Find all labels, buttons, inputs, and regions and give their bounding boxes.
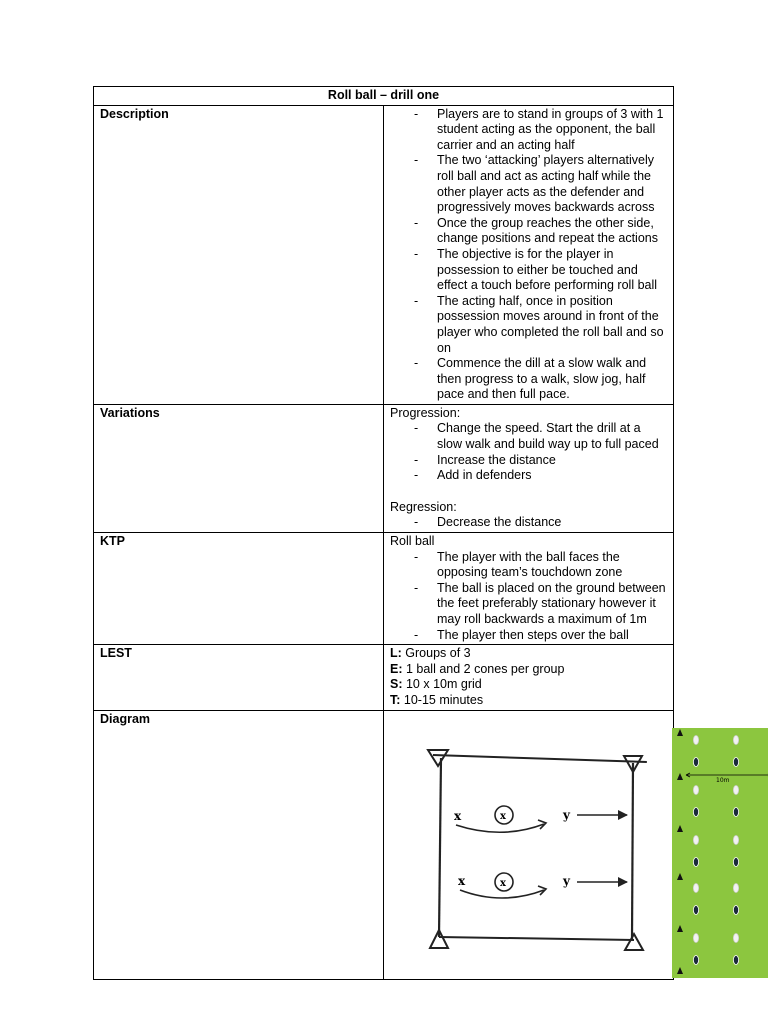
list-item: - The player then steps over the ball <box>390 628 667 644</box>
player-icon <box>733 883 738 892</box>
list-item: - Once the group reaches the other side, change positions and repeat the actions <box>390 216 667 247</box>
description-list <box>390 107 667 403</box>
lest-location: L: Groups of 3 <box>390 646 471 661</box>
sketch-label: x <box>458 873 466 888</box>
player-icon <box>693 785 698 794</box>
player-icon <box>693 857 698 866</box>
player-icon <box>693 807 698 816</box>
lest-row <box>94 645 674 710</box>
list-item: - The acting half, once in position possession moves around in front of the player who completed the roll ball and so on <box>390 294 667 356</box>
player-icon <box>733 807 738 816</box>
player-icon <box>693 735 698 744</box>
list-item: - Increase the distance <box>390 453 667 469</box>
player-icon <box>733 835 738 844</box>
cone-icon <box>625 934 643 950</box>
measure-label: 10m <box>716 776 730 784</box>
list-item: - Commence the dill at a slow walk and then progress to a walk, slow jog, half pace and then full pace. <box>390 356 667 403</box>
list-item: - The ball is placed on the ground between the feet preferably stationary however it may roll backwards a maximum of 1m <box>390 581 667 628</box>
lest-content <box>384 645 674 710</box>
player-icon <box>693 905 698 914</box>
player-icon <box>733 933 738 942</box>
field-diagram <box>672 728 768 978</box>
player-icon <box>693 883 698 892</box>
player-icon <box>693 757 698 766</box>
regression-heading: Regression: <box>390 499 457 514</box>
ktp-content <box>384 533 674 645</box>
diagram-row <box>94 710 674 979</box>
sketch-label: x <box>500 810 506 822</box>
drill-title: Roll ball – drill one <box>94 87 674 106</box>
diagram-label: Diagram <box>94 710 384 979</box>
player-icon <box>733 757 738 766</box>
list-item: - The player with the ball faces the opposing team’s touchdown zone <box>390 550 667 581</box>
diagram-area <box>390 712 730 978</box>
variations-row <box>94 404 674 532</box>
diagram-content <box>384 710 730 979</box>
list-item: - Add in defenders <box>390 468 667 484</box>
description-row <box>94 105 674 404</box>
player-icon <box>733 905 738 914</box>
player-icon <box>733 857 738 866</box>
player-icon <box>733 785 738 794</box>
list-item: - Players are to stand in groups of 3 with 1 student acting as the opponent, the ball carrier and an acting half <box>390 107 667 154</box>
description-label: Description <box>94 105 384 404</box>
sketch-label: x <box>454 808 462 823</box>
player-icon <box>693 835 698 844</box>
sketch-label: y <box>563 873 570 888</box>
player-icon <box>693 955 698 964</box>
ktp-row <box>94 533 674 645</box>
sketch-label: y <box>563 807 570 822</box>
drill-table <box>93 86 730 980</box>
lest-equipment: E: 1 ball and 2 cones per group <box>390 661 565 676</box>
list-item: - The two ‘attacking’ players alternatively roll ball and act as acting half while the other player acts as the defender and progressively moves backwards across <box>390 153 667 215</box>
player-icon <box>733 955 738 964</box>
list-item: - Change the speed. Start the drill at a slow walk and build way up to full paced <box>390 421 667 452</box>
variations-label: Variations <box>94 404 384 532</box>
lest-time: T: 10-15 minutes <box>390 692 484 707</box>
variations-content <box>384 404 674 532</box>
ktp-label: KTP <box>94 533 384 645</box>
description-content <box>384 105 674 404</box>
sketch-label: x <box>500 877 506 889</box>
ktp-heading: Roll ball <box>390 534 435 549</box>
ktp-list <box>390 550 667 644</box>
list-item: - Decrease the distance <box>390 515 667 531</box>
cone-icon <box>428 750 448 766</box>
lest-label: LEST <box>94 645 384 710</box>
player-icon <box>693 933 698 942</box>
title-row <box>94 87 674 106</box>
player-icon <box>733 735 738 744</box>
progression-heading: Progression: <box>390 405 461 420</box>
regression-list <box>390 515 667 531</box>
list-item: - The objective is for the player in possession to either be touched and effect a touch before performing roll ball <box>390 247 667 294</box>
progression-list <box>390 421 667 483</box>
lest-space: S: 10 x 10m grid <box>390 677 482 692</box>
drill-sketch <box>422 748 652 958</box>
